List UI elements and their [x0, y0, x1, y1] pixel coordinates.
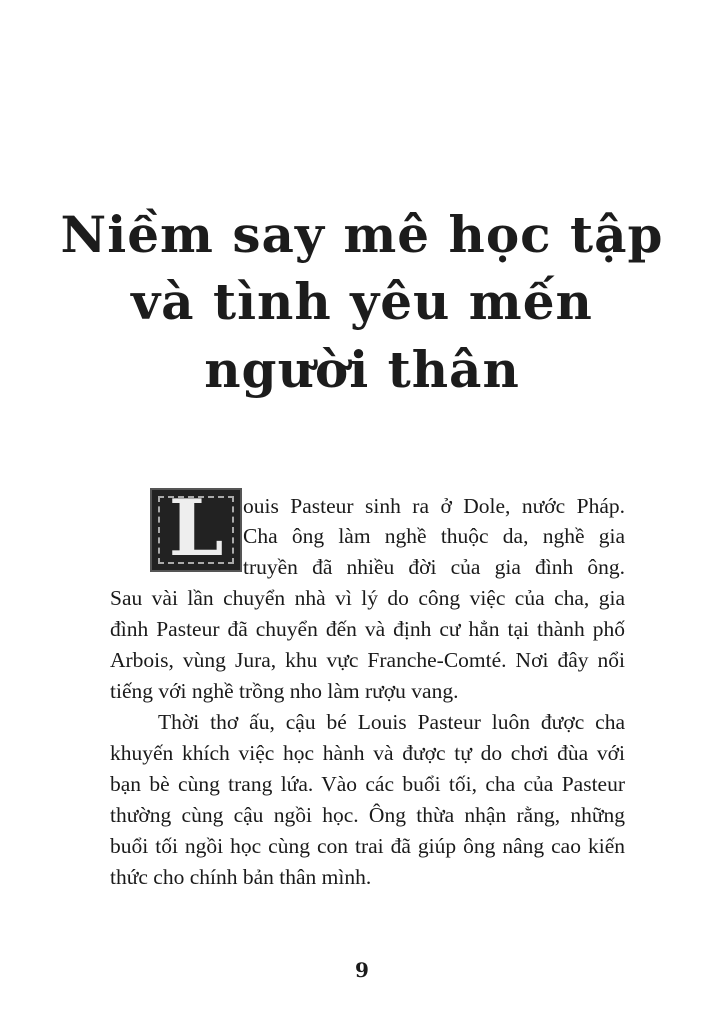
drop-cap-letter: L	[168, 483, 224, 574]
paragraph-1-line: tiếng với nghề trồng nho làm rượu vang.	[110, 679, 459, 703]
paragraph-2-line: khuyến khích việc học hành và được tự do chơi đùa với	[110, 741, 625, 765]
paragraph-2-line: Thời thơ ấu, cậu bé Louis Pasteur luôn được cha	[158, 710, 625, 734]
page-number: 9	[355, 958, 369, 982]
paragraph-1-line: Sau vài lần chuyển nhà vì lý do công việc của cha, gia	[110, 586, 625, 610]
paragraph-2-line: thức cho chính bản thân mình.	[110, 865, 372, 889]
drop-cap-ornament	[150, 483, 242, 574]
paragraph-1-line: ouis Pasteur sinh ra ở Dole, nước Pháp.	[243, 494, 625, 518]
chapter-title-line-1: Niềm say mê học tập	[60, 205, 664, 264]
paragraph-1-line: Arbois, vùng Jura, khu vực Franche-Comté. Nơi đây nổi	[110, 648, 625, 672]
chapter-title-line-3: người thân	[204, 340, 520, 399]
paragraph-2-line: thường cùng cậu ngồi học. Ông thừa nhận rằng, những	[110, 803, 625, 827]
paragraph-2-line: buổi tối ngồi học cùng con trai đã giúp ông nâng cao kiến	[110, 834, 625, 858]
chapter-title-line-2: và tình yêu mến	[131, 272, 593, 331]
paragraph-1-line: truyền đã nhiều đời của gia đình ông.	[243, 555, 625, 579]
paragraph-1-line: đình Pasteur đã chuyển đến và định cư hẳn tại thành phố	[110, 617, 625, 641]
paragraph-1-line: Cha ông làm nghề thuộc da, nghề gia	[243, 524, 625, 548]
paragraph-2-line: bạn bè cùng trang lứa. Vào các buổi tối, cha của Pasteur	[110, 772, 625, 796]
